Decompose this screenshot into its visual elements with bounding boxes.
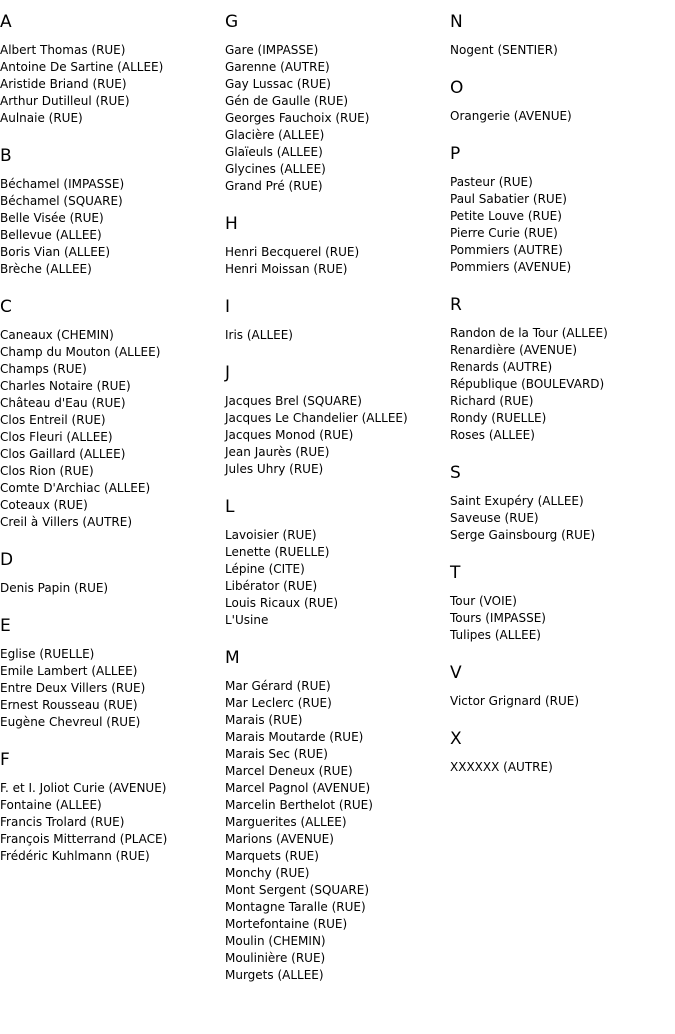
- street-list-item: [0, 831, 225, 848]
- letter-section: [450, 77, 675, 125]
- section-letter-heading: H: [225, 214, 238, 234]
- street-list: [450, 108, 675, 125]
- street-list-item: [225, 899, 450, 916]
- street-link[interactable]: Henri Moissan (RUE): [225, 262, 348, 276]
- letter-section: [225, 496, 450, 629]
- street-list-item: [0, 814, 225, 831]
- street-list-item: [225, 578, 450, 595]
- street-list-item: [0, 797, 225, 814]
- street-link[interactable]: Coteaux (RUE): [0, 498, 88, 512]
- street-list: [450, 593, 675, 644]
- street-list-item: [0, 378, 225, 395]
- letter-section: [0, 11, 225, 127]
- street-link[interactable]: Marions (AVENUE): [225, 832, 334, 846]
- street-link[interactable]: Saveuse (RUE): [450, 511, 539, 525]
- street-list-item: [225, 967, 450, 984]
- street-link[interactable]: Denis Papin (RUE): [0, 581, 109, 595]
- street-link[interactable]: XXXXXX (AUTRE): [450, 760, 553, 774]
- street-list-item: [0, 210, 225, 227]
- street-list-item: [0, 395, 225, 412]
- letter-section: [0, 615, 225, 731]
- street-list-item: [225, 831, 450, 848]
- street-list-item: [225, 544, 450, 561]
- street-list-item: [0, 42, 225, 59]
- street-list-item: [0, 244, 225, 261]
- street-list-item: [450, 610, 675, 627]
- street-link[interactable]: Eglise (RUELLE): [0, 647, 95, 661]
- section-letter-heading: S: [450, 463, 461, 483]
- street-list-item: [0, 480, 225, 497]
- street-list-item: [450, 242, 675, 259]
- street-link[interactable]: Lenette (RUELLE): [225, 545, 330, 559]
- letter-section: [0, 145, 225, 278]
- street-link[interactable]: Emile Lambert (ALLEE): [0, 664, 138, 678]
- street-link[interactable]: Libérator (RUE): [225, 579, 318, 593]
- street-list: [0, 580, 225, 597]
- letter-section: [450, 294, 675, 444]
- street-link[interactable]: Mont Sergent (SQUARE): [225, 883, 370, 897]
- street-link[interactable]: Clos Fleuri (ALLEE): [0, 430, 113, 444]
- street-link[interactable]: Lépine (CITE): [225, 562, 305, 576]
- letter-section: [450, 143, 675, 276]
- street-link[interactable]: Marcel Deneux (RUE): [225, 764, 353, 778]
- street-link[interactable]: Entre Deux Villers (RUE): [0, 681, 146, 695]
- street-link[interactable]: Antoine De Sartine (ALLEE): [0, 60, 164, 74]
- street-list-item: [0, 714, 225, 731]
- street-link[interactable]: Marquets (RUE): [225, 849, 319, 863]
- street-list-item: [225, 42, 450, 59]
- letter-section: [450, 462, 675, 544]
- street-link[interactable]: Paul Sabatier (RUE): [450, 192, 567, 206]
- street-list-item: [0, 344, 225, 361]
- street-list-item: [0, 680, 225, 697]
- street-list-item: [225, 950, 450, 967]
- street-link[interactable]: Boris Vian (ALLEE): [0, 245, 111, 259]
- street-list-item: [225, 461, 450, 478]
- letter-section: [450, 11, 675, 59]
- section-letter-heading: L: [225, 497, 235, 517]
- section-letter-heading: G: [225, 12, 239, 32]
- street-list-item: [225, 110, 450, 127]
- section-letter-heading: J: [225, 363, 231, 383]
- street-link[interactable]: Marcel Pagnol (AVENUE): [225, 781, 371, 795]
- street-list: [450, 759, 675, 776]
- street-link[interactable]: Pierre Curie (RUE): [450, 226, 558, 240]
- street-link[interactable]: Champ du Mouton (ALLEE): [0, 345, 161, 359]
- street-link[interactable]: Jules Uhry (RUE): [225, 462, 324, 476]
- street-list-item: [0, 446, 225, 463]
- street-list-item: [225, 444, 450, 461]
- street-link[interactable]: Victor Grignard (RUE): [450, 694, 580, 708]
- street-list: [225, 527, 450, 629]
- street-link[interactable]: Creil à Villers (AUTRE): [0, 515, 133, 529]
- street-link[interactable]: Randon de la Tour (ALLEE): [450, 326, 608, 340]
- street-list: [450, 693, 675, 710]
- street-list-item: [225, 882, 450, 899]
- street-list-item: [450, 510, 675, 527]
- street-list-item: [0, 697, 225, 714]
- street-link[interactable]: Henri Becquerel (RUE): [225, 245, 360, 259]
- street-list-item: [225, 933, 450, 950]
- street-link[interactable]: Jean Jaurès (RUE): [225, 445, 330, 459]
- section-letter-heading: T: [450, 563, 461, 583]
- section-letter-heading: P: [450, 144, 461, 164]
- street-list-item: [225, 865, 450, 882]
- street-link[interactable]: Georges Fauchoix (RUE): [225, 111, 370, 125]
- street-list-item: [225, 695, 450, 712]
- street-list-item: [0, 580, 225, 597]
- street-link[interactable]: Marais (RUE): [225, 713, 303, 727]
- street-list-item: [0, 327, 225, 344]
- street-link[interactable]: Gay Lussac (RUE): [225, 77, 331, 91]
- street-link[interactable]: Eugène Chevreul (RUE): [0, 715, 141, 729]
- letter-section: [225, 647, 450, 984]
- street-list-item: [225, 595, 450, 612]
- street-list-item: [0, 59, 225, 76]
- street-list-item: [225, 76, 450, 93]
- street-index-column-3: [450, 0, 675, 776]
- street-list: [0, 327, 225, 531]
- street-list: [225, 244, 450, 278]
- street-link[interactable]: Tulipes (ALLEE): [450, 628, 541, 642]
- street-list-item: [450, 108, 675, 125]
- street-list-item: [450, 259, 675, 276]
- section-letter-heading: N: [450, 12, 463, 32]
- street-link[interactable]: Clos Gaillard (ALLEE): [0, 447, 126, 461]
- street-list-item: [450, 376, 675, 393]
- street-link[interactable]: Marcelin Berthelot (RUE): [225, 798, 373, 812]
- street-list-item: [450, 759, 675, 776]
- street-link[interactable]: Marguerites (ALLEE): [225, 815, 347, 829]
- street-list-item: [225, 244, 450, 261]
- street-link[interactable]: Brèche (ALLEE): [0, 262, 92, 276]
- street-list-item: [0, 497, 225, 514]
- street-list: [0, 780, 225, 865]
- street-link[interactable]: Mar Gérard (RUE): [225, 679, 331, 693]
- street-link[interactable]: Francis Trolard (RUE): [0, 815, 125, 829]
- street-link[interactable]: Louis Ricaux (RUE): [225, 596, 339, 610]
- section-letter-heading: M: [225, 648, 240, 668]
- street-link[interactable]: Lavoisier (RUE): [225, 528, 317, 542]
- street-list-item: [225, 746, 450, 763]
- street-list-item: [0, 193, 225, 210]
- section-letter-heading: I: [225, 297, 231, 317]
- street-link[interactable]: Renards (AUTRE): [450, 360, 553, 374]
- street-list-item: [0, 663, 225, 680]
- street-link[interactable]: Monchy (RUE): [225, 866, 310, 880]
- street-list-item: [225, 797, 450, 814]
- letter-section: [0, 549, 225, 597]
- street-link[interactable]: Frédéric Kuhlmann (RUE): [0, 849, 150, 863]
- street-link[interactable]: Roses (ALLEE): [450, 428, 535, 442]
- street-link[interactable]: Béchamel (SQUARE): [0, 194, 123, 208]
- street-link[interactable]: Marais Sec (RUE): [225, 747, 328, 761]
- street-list-item: [225, 763, 450, 780]
- street-list-item: [225, 848, 450, 865]
- street-link[interactable]: Comte D'Archiac (ALLEE): [0, 481, 151, 495]
- street-link[interactable]: Serge Gainsbourg (RUE): [450, 528, 596, 542]
- street-list-item: [225, 127, 450, 144]
- street-link[interactable]: Charles Notaire (RUE): [0, 379, 131, 393]
- street-list-item: [225, 427, 450, 444]
- street-list-item: [0, 514, 225, 531]
- street-link[interactable]: Clos Rion (RUE): [0, 464, 94, 478]
- street-list-item: [225, 678, 450, 695]
- street-list-item: [225, 729, 450, 746]
- street-link[interactable]: F. et I. Joliot Curie (AVENUE): [0, 781, 167, 795]
- street-list: [225, 678, 450, 984]
- street-list-item: [225, 59, 450, 76]
- street-list-item: [450, 410, 675, 427]
- section-letter-heading: O: [450, 78, 464, 98]
- street-list-item: [0, 361, 225, 378]
- street-list-item: [0, 848, 225, 865]
- street-index-column-1: [0, 0, 225, 865]
- street-link[interactable]: Glacière (ALLEE): [225, 128, 325, 142]
- section-letter-heading: X: [450, 729, 462, 749]
- street-link[interactable]: Marais Moutarde (RUE): [225, 730, 364, 744]
- letter-section: [450, 728, 675, 776]
- street-link[interactable]: Nogent (SENTIER): [450, 43, 558, 57]
- street-list-item: [450, 693, 675, 710]
- street-link[interactable]: Tour (VOIE): [450, 594, 517, 608]
- street-link[interactable]: Jacques Le Chandelier (ALLEE): [225, 411, 408, 425]
- street-link[interactable]: Caneaux (CHEMIN): [0, 328, 114, 342]
- street-list-item: [225, 527, 450, 544]
- street-link[interactable]: Clos Entreil (RUE): [0, 413, 106, 427]
- section-letter-heading: B: [0, 146, 12, 166]
- street-list-item: [225, 712, 450, 729]
- street-list: [0, 646, 225, 731]
- street-link[interactable]: Champs (RUE): [0, 362, 87, 376]
- street-list-item: [450, 593, 675, 610]
- street-link[interactable]: Mar Leclerc (RUE): [225, 696, 332, 710]
- section-letter-heading: F: [0, 750, 10, 770]
- street-list-item: [225, 327, 450, 344]
- street-link[interactable]: Aulnaie (RUE): [0, 111, 83, 125]
- street-list-item: [225, 612, 450, 629]
- street-link[interactable]: Murgets (ALLEE): [225, 968, 324, 982]
- street-link[interactable]: Saint Exupéry (ALLEE): [450, 494, 584, 508]
- street-link[interactable]: Garenne (AUTRE): [225, 60, 330, 74]
- street-list-item: [450, 325, 675, 342]
- street-list-item: [450, 208, 675, 225]
- street-list-item: [450, 42, 675, 59]
- street-link[interactable]: Gare (IMPASSE): [225, 43, 319, 57]
- street-list-item: [225, 178, 450, 195]
- street-link[interactable]: L'Usine: [225, 613, 269, 627]
- street-list-item: [225, 410, 450, 427]
- street-link[interactable]: Orangerie (AVENUE): [450, 109, 572, 123]
- street-list-item: [450, 493, 675, 510]
- street-list-item: [0, 261, 225, 278]
- letter-section: [450, 562, 675, 644]
- street-link[interactable]: Renardière (AVENUE): [450, 343, 578, 357]
- street-list-item: [225, 93, 450, 110]
- street-list: [450, 493, 675, 544]
- street-link[interactable]: Gén de Gaulle (RUE): [225, 94, 349, 108]
- street-link[interactable]: Tours (IMPASSE): [450, 611, 546, 625]
- section-letter-heading: A: [0, 12, 12, 32]
- street-list-item: [0, 176, 225, 193]
- street-link[interactable]: Pommiers (AVENUE): [450, 260, 572, 274]
- street-link[interactable]: Moulinière (RUE): [225, 951, 326, 965]
- street-list-item: [225, 393, 450, 410]
- street-link[interactable]: Montagne Taralle (RUE): [225, 900, 366, 914]
- letter-section: [0, 296, 225, 531]
- street-list-item: [225, 814, 450, 831]
- street-list: [450, 325, 675, 444]
- street-link[interactable]: Albert Thomas (RUE): [0, 43, 126, 57]
- street-list-item: [0, 76, 225, 93]
- street-list: [225, 327, 450, 344]
- letter-section: [225, 362, 450, 478]
- street-link[interactable]: Jacques Brel (SQUARE): [225, 394, 362, 408]
- section-letter-heading: E: [0, 616, 11, 636]
- street-link[interactable]: Moulin (CHEMIN): [225, 934, 326, 948]
- street-link[interactable]: Jacques Monod (RUE): [225, 428, 354, 442]
- section-letter-heading: D: [0, 550, 14, 570]
- street-list-item: [225, 561, 450, 578]
- street-list-item: [450, 191, 675, 208]
- street-list-item: [450, 393, 675, 410]
- street-link[interactable]: Pasteur (RUE): [450, 175, 533, 189]
- letter-section: [225, 11, 450, 195]
- street-list-item: [450, 627, 675, 644]
- street-list-item: [450, 527, 675, 544]
- section-letter-heading: C: [0, 297, 12, 317]
- letter-section: [225, 296, 450, 344]
- street-list-item: [225, 144, 450, 161]
- street-list-item: [450, 427, 675, 444]
- street-list-item: [225, 916, 450, 933]
- letter-section: [450, 662, 675, 710]
- street-list: [225, 42, 450, 195]
- street-list-item: [225, 161, 450, 178]
- street-list-item: [450, 225, 675, 242]
- street-link[interactable]: Fontaine (ALLEE): [0, 798, 102, 812]
- street-list-item: [0, 93, 225, 110]
- street-link[interactable]: Glycines (ALLEE): [225, 162, 326, 176]
- street-list-item: [0, 110, 225, 127]
- street-list: [0, 42, 225, 127]
- street-list-item: [0, 412, 225, 429]
- section-letter-heading: R: [450, 295, 462, 315]
- street-list-item: [0, 780, 225, 797]
- street-link[interactable]: Petite Louve (RUE): [450, 209, 562, 223]
- street-list-item: [225, 261, 450, 278]
- street-link[interactable]: République (BOULEVARD): [450, 377, 605, 391]
- street-list-item: [225, 780, 450, 797]
- street-index-column-2: [225, 0, 450, 984]
- street-link[interactable]: Ernest Rousseau (RUE): [0, 698, 138, 712]
- letter-section: [0, 749, 225, 865]
- street-list-item: [450, 342, 675, 359]
- street-link[interactable]: Glaïeuls (ALLEE): [225, 145, 323, 159]
- street-list: [225, 393, 450, 478]
- street-link[interactable]: Rondy (RUELLE): [450, 411, 547, 425]
- street-link[interactable]: Richard (RUE): [450, 394, 534, 408]
- street-link[interactable]: Bellevue (ALLEE): [0, 228, 102, 242]
- street-link[interactable]: Arthur Dutilleul (RUE): [0, 94, 130, 108]
- letter-section: [225, 213, 450, 278]
- street-link[interactable]: Béchamel (IMPASSE): [0, 177, 125, 191]
- street-list-item: [0, 646, 225, 663]
- street-link[interactable]: Iris (ALLEE): [225, 328, 293, 342]
- street-link[interactable]: Pommiers (AUTRE): [450, 243, 563, 257]
- street-link[interactable]: Château d'Eau (RUE): [0, 396, 126, 410]
- street-list-item: [450, 359, 675, 376]
- street-list-item: [450, 174, 675, 191]
- street-link[interactable]: Mortefontaine (RUE): [225, 917, 348, 931]
- street-link[interactable]: Grand Pré (RUE): [225, 179, 323, 193]
- street-list-item: [0, 429, 225, 446]
- street-list-item: [0, 227, 225, 244]
- street-list: [450, 42, 675, 59]
- street-link[interactable]: François Mitterrand (PLACE): [0, 832, 168, 846]
- street-link[interactable]: Aristide Briand (RUE): [0, 77, 127, 91]
- street-list: [0, 176, 225, 278]
- street-list-item: [0, 463, 225, 480]
- street-list: [450, 174, 675, 276]
- street-link[interactable]: Belle Visée (RUE): [0, 211, 104, 225]
- section-letter-heading: V: [450, 663, 462, 683]
